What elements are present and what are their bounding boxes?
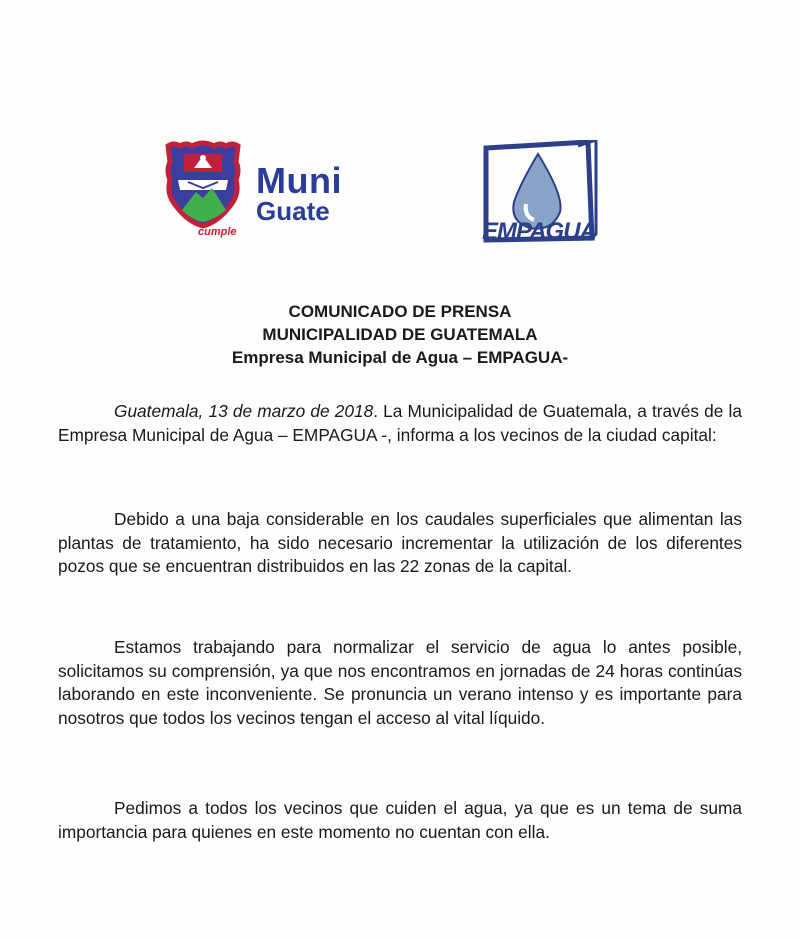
heading-line-2: MUNICIPALIDAD DE GUATEMALA: [262, 325, 538, 344]
heading-line-3: Empresa Municipal de Agua – EMPAGUA-: [231, 348, 569, 367]
paragraph-1: [58, 400, 742, 447]
paragraph-2-text: Debido a una baja considerable en los caudales superficiales que alimentan las plantas de tratamiento, ha sido necesario incrementar la utilización de los diferentes pozos que se encuentran distribuidos en las 22 zonas de la capital.: [58, 509, 742, 576]
muni-wordmark-line1: Muni: [256, 160, 342, 201]
paragraph-4-text: Pedimos a todos los vecinos que cuiden el agua, ya que es un tema de suma importancia para quienes en este momento no cuentan con ella.: [58, 798, 742, 842]
paragraph-4: [58, 797, 742, 844]
logo-row: [0, 140, 800, 260]
paragraph-1-text: . La Municipalidad de Guatemala, a través de la Empresa Municipal de Agua – EMPAGUA -, informa a los vecinos de la ciudad capital:: [58, 401, 742, 445]
release-date: Guatemala, 13 de marzo de 2018: [114, 401, 374, 421]
empagua-logo: [478, 140, 604, 260]
muni-shield-icon: [160, 140, 246, 230]
press-release-heading: [0, 300, 800, 369]
muni-guate-logo: [160, 140, 370, 250]
paragraph-2: [58, 508, 742, 579]
muni-tagline: cumple: [198, 226, 237, 238]
paragraph-3-text: Estamos trabajando para normalizar el servicio de agua lo antes posible, solicitamos su comprensión, ya que nos encontramos en jornadas de 24 horas continúas laborando en este inconveniente. Se pronuncia un verano intenso y es importante para nosotros que todos los vecinos tengan el acceso al vital líquido.: [58, 637, 742, 728]
heading-line-1: COMUNICADO DE PRENSA: [288, 302, 512, 321]
paragraph-3: [58, 636, 742, 730]
muni-wordmark-line2: Guate: [256, 196, 330, 226]
empagua-wordmark: EMPAGUA: [482, 218, 596, 245]
